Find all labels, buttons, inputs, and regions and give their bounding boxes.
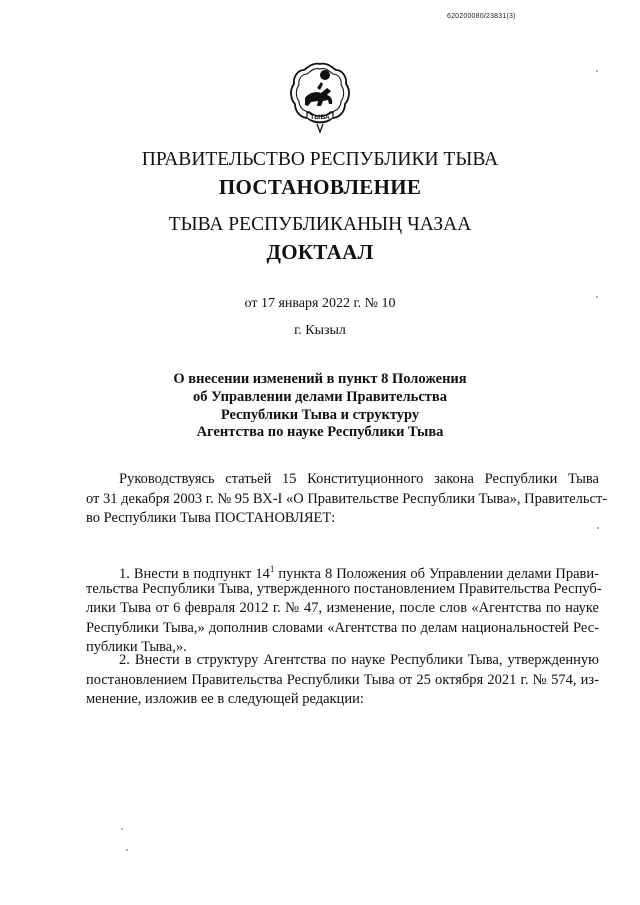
item-2-paragraph [86,651,599,710]
scan-speck [597,527,599,529]
scan-speck [121,828,123,830]
item-1-text-start: 1. Внести в подпункт 14 [119,565,270,582]
date-number-line: от 17 января 2022 г. № 10 [244,296,396,311]
preamble-paragraph [86,470,608,529]
body-line: тельства Республики Тыва, утвержденного постановлением Правительства Респуб- [86,580,602,597]
document-type: ПОСТАНОВЛЕНИЕ [218,175,422,199]
scan-speck [596,296,598,298]
resolution-title [160,371,480,442]
document-id: 620200080/23831(3) [447,13,516,20]
body-line: от 31 декабря 2003 г. № 95 ВХ-I «О Правительстве Республики Тыва», Правительст- [86,490,608,507]
government-name: ПРАВИТЕЛЬСТВО РЕСПУБЛИКИ ТЫВА [141,149,499,170]
government-name-tuvan: ТЫВА РЕСПУБЛИКАНЫҢ ЧАЗАА [168,214,472,235]
item-1-text-end: пункта 8 Положения об Управлении делами Прави- [274,565,599,582]
title-line: Республики Тыва и структуру [220,406,420,423]
title-line: Агентства по науке Республики Тыва [196,424,444,441]
body-line: публики Тыва,». [86,639,187,656]
body-line: менение, изложив ее в следующей редакции: [86,691,364,708]
document-type-tuvan: ДОКТААЛ [266,240,374,264]
city-line: г. Кызыл [294,323,346,338]
title-line: О внесении изменений в пункт 8 Положения [173,371,467,387]
scan-speck [596,70,598,72]
body-line: во Республики Тыва ПОСТАНОВЛЯЕТ: [86,510,336,527]
scan-speck [126,849,128,851]
body-line: постановлением Правительства Республики Тыва от 25 октября 2021 г. № 574, из- [86,671,599,688]
body-line: Республики Тыва,» дополнив словами «Агентства по делам национальностей Рес- [86,619,599,636]
body-line [86,560,599,580]
body-line: 2. Внести в структуру Агентства по науке Республики Тыва, утвержденную [119,652,599,668]
emblem-text: ТЫВА [310,114,330,121]
item-1-paragraph [86,560,602,658]
title-line: об Управлении делами Правительства [193,388,447,405]
tuva-emblem-icon [287,58,353,136]
superscript-number: 1 [269,564,275,574]
body-line: Руководствуясь статьей 15 Конституционного закона Республики Тыва [119,471,599,487]
body-line: лики Тыва от 6 февраля 2012 г. № 47, изменение, после слов «Агентства по науке [86,600,599,617]
